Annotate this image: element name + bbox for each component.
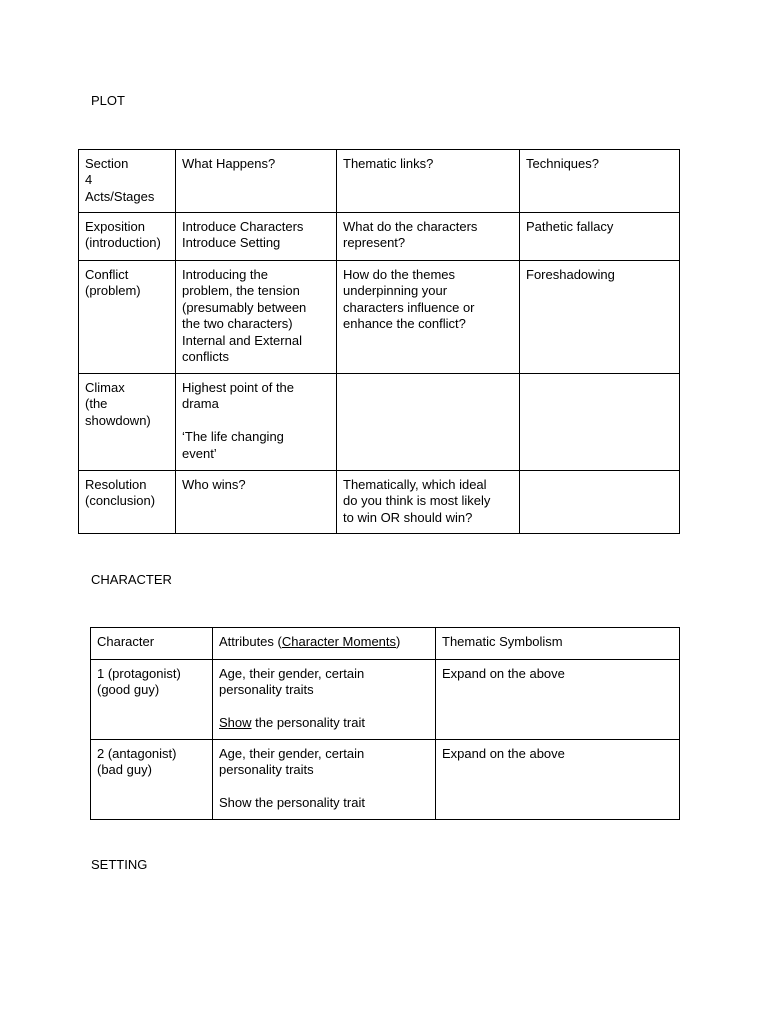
attributes-header-cell xyxy=(213,628,436,660)
symbolism-cell xyxy=(436,740,680,820)
character-heading: CHARACTER xyxy=(91,572,172,587)
what-happens-cell xyxy=(176,261,337,374)
symbolism-cell xyxy=(436,660,680,740)
section-text: (conclusion) xyxy=(85,493,156,509)
character-header-cell xyxy=(91,628,213,660)
techniques-text: Foreshadowing xyxy=(526,267,615,282)
section-cell xyxy=(79,213,176,261)
thematic-links-header-cell xyxy=(337,150,520,213)
thematic-links-text: Thematically, which ideal xyxy=(343,477,487,492)
techniques-cell xyxy=(520,471,680,534)
attributes-cell xyxy=(213,740,436,820)
what-happens-cell xyxy=(176,213,337,261)
what-happens-text: the two characters) xyxy=(182,316,293,332)
show-trait-text: Show the personality trait xyxy=(219,795,365,811)
what-happens-text: drama xyxy=(182,396,219,412)
section-text: (the xyxy=(85,396,108,412)
thematic-links-cell xyxy=(337,261,520,374)
what-happens-text: conflicts xyxy=(182,349,229,365)
plot-header-row xyxy=(79,150,680,213)
show-word: Show xyxy=(219,715,252,731)
section-text: Climax xyxy=(85,380,125,395)
show-rest: the personality trait xyxy=(251,715,365,731)
what-happens-cell xyxy=(176,471,337,534)
show-trait-text xyxy=(219,715,429,731)
thematic-links-text: do you think is most likely xyxy=(343,493,491,509)
attributes-text: personality traits xyxy=(219,762,314,778)
symbolism-text: Expand on the above xyxy=(442,666,565,681)
character-header: Character xyxy=(97,634,155,649)
character-row-antagonist xyxy=(91,740,680,820)
plot-row-conflict xyxy=(79,261,680,374)
section-cell xyxy=(79,471,176,534)
section-text: Resolution xyxy=(85,477,147,492)
what-happens-text: Internal and External xyxy=(182,332,302,348)
techniques-cell xyxy=(520,374,680,471)
section-text: showdown) xyxy=(85,412,151,428)
character-text: (good guy) xyxy=(97,682,160,698)
section-header-cell xyxy=(79,150,176,213)
character-table xyxy=(90,627,680,820)
character-moments-link: Character Moments xyxy=(281,634,397,649)
thematic-links-text: characters influence or xyxy=(343,299,475,315)
thematic-symbolism-header-cell xyxy=(436,628,680,660)
what-happens-text: Highest point of the xyxy=(182,380,295,395)
character-cell xyxy=(91,660,213,740)
what-happens-text: Introduce Setting xyxy=(182,235,281,251)
attributes-cell xyxy=(213,660,436,740)
attributes-header xyxy=(219,634,429,650)
attributes-text: personality traits xyxy=(219,682,314,698)
paragraph-gap xyxy=(219,699,429,715)
what-happens-text: (presumably between xyxy=(182,299,307,315)
attributes-text: Age, their gender, certain xyxy=(219,666,365,681)
techniques-text: Pathetic fallacy xyxy=(526,219,614,234)
section-text: (problem) xyxy=(85,283,141,299)
section-cell xyxy=(79,374,176,471)
thematic-links-text: What do the characters xyxy=(343,219,478,234)
thematic-links-cell xyxy=(337,213,520,261)
character-text: 2 (antagonist) xyxy=(97,746,177,761)
thematic-links-cell xyxy=(337,374,520,471)
what-happens-text: Who wins? xyxy=(182,477,246,492)
plot-heading: PLOT xyxy=(91,93,125,108)
thematic-links-text: How do the themes xyxy=(343,267,456,282)
what-happens-quote: event’ xyxy=(182,445,217,461)
section-header-line: 4 xyxy=(85,172,93,188)
character-text: 1 (protagonist) xyxy=(97,666,181,681)
thematic-links-cell xyxy=(337,471,520,534)
thematic-links-text: enhance the conflict? xyxy=(343,316,466,332)
setting-heading: SETTING xyxy=(91,857,148,872)
paragraph-gap xyxy=(219,779,429,795)
attributes-prefix: Attributes ( xyxy=(219,634,282,649)
what-happens-text: problem, the tension xyxy=(182,283,300,299)
thematic-links-text: represent? xyxy=(343,235,406,251)
what-happens-text: Introducing the xyxy=(182,267,269,282)
symbolism-text: Expand on the above xyxy=(442,746,565,761)
thematic-links-text: underpinning your xyxy=(343,283,448,299)
techniques-cell xyxy=(520,261,680,374)
character-cell xyxy=(91,740,213,820)
character-header-row xyxy=(91,628,680,660)
techniques-cell xyxy=(520,213,680,261)
plot-row-climax xyxy=(79,374,680,471)
techniques-header-cell xyxy=(520,150,680,213)
attributes-text: Age, their gender, certain xyxy=(219,746,365,761)
thematic-links-header: Thematic links? xyxy=(343,156,434,171)
thematic-symbolism-header: Thematic Symbolism xyxy=(442,634,563,649)
what-happens-header: What Happens? xyxy=(182,156,276,171)
section-header-line: Acts/Stages xyxy=(85,188,155,204)
techniques-header: Techniques? xyxy=(526,156,599,171)
what-happens-header-cell xyxy=(176,150,337,213)
plot-row-exposition xyxy=(79,213,680,261)
thematic-links-text: to win OR should win? xyxy=(343,509,473,525)
character-text: (bad guy) xyxy=(97,762,152,778)
attributes-suffix: ) xyxy=(396,634,401,649)
section-text: Conflict xyxy=(85,267,129,282)
what-happens-quote: ‘The life changing xyxy=(182,429,284,445)
section-text: (introduction) xyxy=(85,235,161,251)
plot-row-resolution xyxy=(79,471,680,534)
character-row-protagonist xyxy=(91,660,680,740)
what-happens-cell xyxy=(176,374,337,471)
plot-table xyxy=(78,149,680,534)
what-happens-text: Introduce Characters xyxy=(182,219,304,234)
section-cell xyxy=(79,261,176,374)
section-header-line: Section xyxy=(85,156,129,171)
paragraph-gap xyxy=(182,413,330,429)
section-text: Exposition xyxy=(85,219,145,234)
